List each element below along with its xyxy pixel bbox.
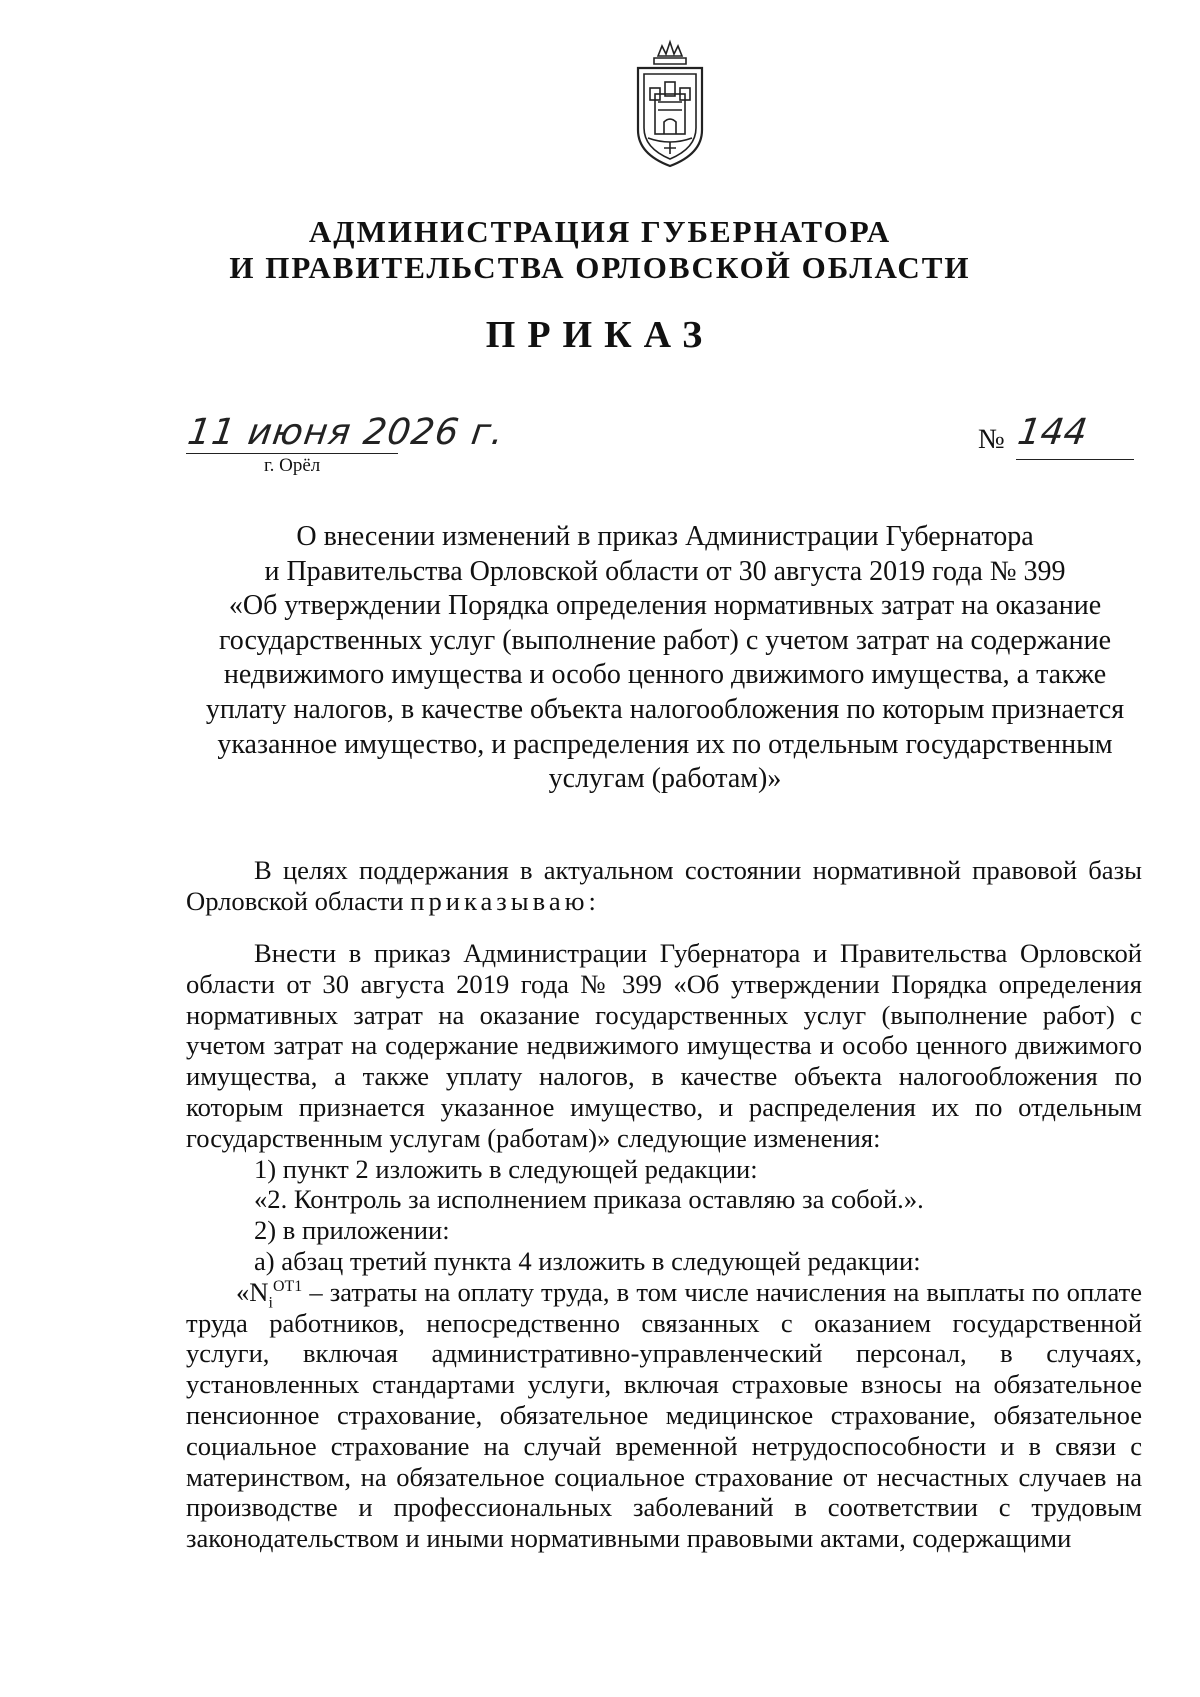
subject-line: «Об утверждении Порядка определения нормативных затрат на оказание [228,590,1102,622]
number-label: № [978,424,1005,455]
order-subject [190,520,1140,797]
preamble-paragraph [186,855,1142,917]
subject-line: услугам (работам)» [548,763,782,795]
formula-superscript: ОТ1 [272,1277,303,1295]
list-item: 1) пункт 2 изложить в следующей редакции: [254,1153,758,1184]
order-word: приказываю: [410,885,600,916]
coat-of-arms-icon [628,38,712,170]
list-item: а) абзац третий пункта 4 изложить в следующей редакции: [254,1245,921,1276]
subject-line: О внесении изменений в приказ Администрации Губернатора [296,521,1034,552]
list-item-quote: «2. Контроль за исполнением приказа оставляю за собой.». [254,1184,924,1215]
formula-symbol: «N [236,1276,269,1307]
handwritten-date: 11 июня 2026 г. [185,412,507,453]
document-type-title: ПРИКАЗ [485,314,715,356]
organization-name-line2: И ПРАВИТЕЛЬСТВА ОРЛОВСКОЙ ОБЛАСТИ [229,250,971,285]
subject-line: государственных услуг (выполнение работ) с учетом затрат на содержание [218,624,1112,656]
city-label: г. Орёл [264,455,321,476]
date-underline [186,453,398,454]
subject-line: недвижимого имущества и особо ценного движимого имущества, а также [223,659,1107,691]
main-paragraph: Внести в приказ Администрации Губернатора и Правительства Орловской области от 30 августа 2019 года № 399 «Об утверждении Порядка определения нормативных затрат на оказание государственных услуг (выполнение работ) с учетом затрат на содержание недвижимого имущества и особо ценного движимого имущества, а также уплату налогов, в качестве объекта налогообложения по которым признается указанное имущество, и распределения их по отдельным государственным услугам (работам)» следующие изменения: [186,938,1142,1153]
subject-line: и Правительства Орловской области от 30 августа 2019 года № 399 [264,555,1066,587]
subject-line: уплату налогов, в качестве объекта налогообложения по которым признается [205,693,1125,725]
list-item: 2) в приложении: [254,1215,450,1246]
handwritten-number: 144 [1015,412,1090,453]
organization-name-line1: АДМИНИСТРАЦИЯ ГУБЕРНАТОРА [308,214,892,249]
preamble-text: В целях поддержания в актуальном состоянии нормативной правовой базы Орловской области [186,855,1142,916]
order-body [186,938,1142,1554]
formula-subscript: i [268,1294,273,1312]
formula-definition: – затраты на оплату труда, в том числе начисления на выплаты по оплате труда работников, непосредственно связанных с оказанием государственной услуги, включая административно-управленческий персонал, в случаях, установленных стандартами услуги, включая страховые взносы на обязательное пенсионное страхование, обязательное медицинское страхование, обязательное социальное страхование на случай временной нетрудоспособности и в связи с материнством, на обязательное социальное страхование от несчастных случаев на производстве и профессиональных заболеваний в соответствии с трудовым законодательством и иными нормативными правовыми актами, содержащими [186,1276,1142,1554]
subject-line: указанное имущество, и распределения их по отдельным государственным [217,728,1113,760]
formula-paragraph [186,1277,1142,1554]
number-underline [1016,459,1134,460]
